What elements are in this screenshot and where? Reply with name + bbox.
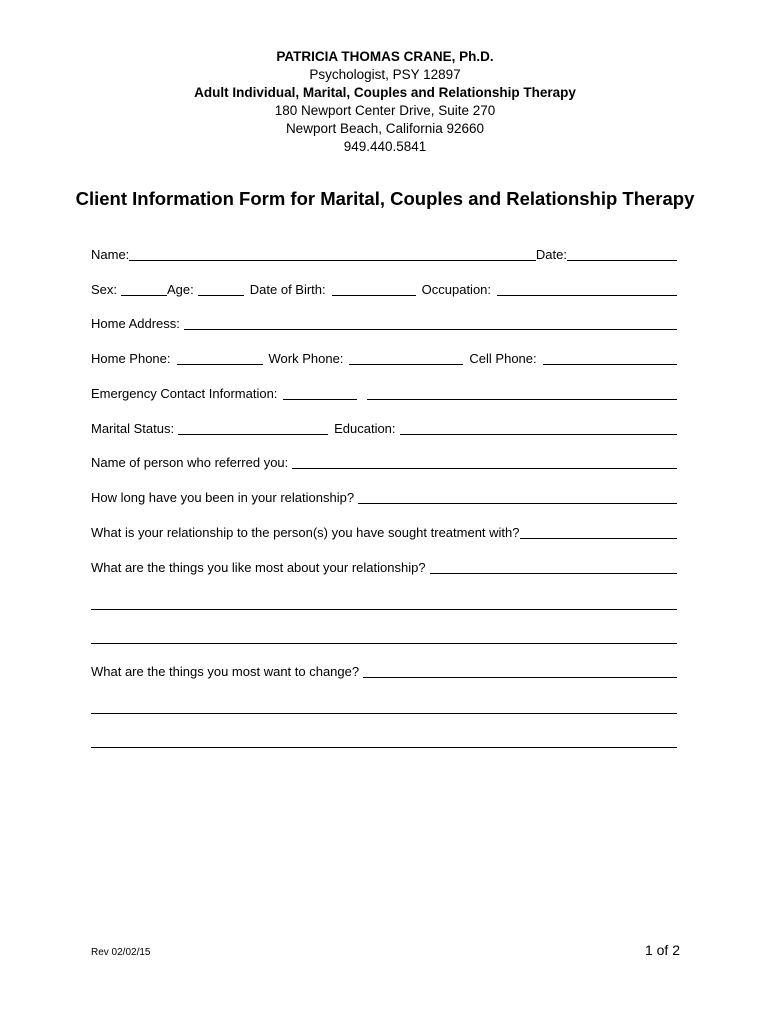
address-line-2: Newport Beach, California 92660 xyxy=(285,121,485,136)
letterhead xyxy=(0,48,770,156)
name-field[interactable] xyxy=(129,259,536,261)
how-long-label: How long have you been in your relationship? xyxy=(91,490,355,505)
want-change-line-3[interactable] xyxy=(91,747,677,748)
row-relationship-to xyxy=(91,523,677,543)
education-label: Education: xyxy=(334,421,396,436)
revision-label: Rev 02/02/15 xyxy=(91,947,151,958)
form-title: Client Information Form for Marital, Couples and Relationship Therapy xyxy=(75,188,695,209)
home-phone-label: Home Phone: xyxy=(91,351,171,366)
home-address-label: Home Address: xyxy=(91,316,180,331)
want-change-label: What are the things you most want to change? xyxy=(91,664,360,679)
phone-line: 949.440.5841 xyxy=(343,139,427,154)
marital-status-label: Marital Status: xyxy=(91,421,175,436)
marital-status-field[interactable] xyxy=(178,433,328,435)
page-number: 1 of 2 xyxy=(644,942,680,958)
like-most-line-2[interactable] xyxy=(91,609,677,610)
row-want-change xyxy=(91,662,677,682)
practitioner-name: PATRICIA THOMAS CRANE, Ph.D. xyxy=(276,49,494,64)
cell-phone-field[interactable] xyxy=(543,363,677,365)
work-phone-label: Work Phone: xyxy=(268,351,344,366)
row-referred xyxy=(91,453,677,473)
home-phone-field[interactable] xyxy=(177,363,263,365)
name-label: Name: xyxy=(91,247,130,262)
occupation-label: Occupation: xyxy=(421,282,492,297)
like-most-line-3[interactable] xyxy=(91,643,677,644)
row-name-date xyxy=(91,245,677,265)
home-address-field[interactable] xyxy=(184,328,677,330)
referred-label: Name of person who referred you: xyxy=(91,455,289,470)
date-field[interactable] xyxy=(567,259,677,261)
specialty-line: Adult Individual, Marital, Couples and Relationship Therapy xyxy=(194,85,576,100)
referred-field[interactable] xyxy=(292,467,677,469)
dob-label: Date of Birth: xyxy=(249,282,326,297)
sex-field[interactable] xyxy=(121,294,167,296)
row-phones xyxy=(91,349,677,369)
license-line: Psychologist, PSY 12897 xyxy=(309,67,461,82)
emergency-contact-field[interactable] xyxy=(367,398,677,400)
age-field[interactable] xyxy=(198,294,244,296)
cell-phone-label: Cell Phone: xyxy=(469,351,537,366)
education-field[interactable] xyxy=(400,433,677,435)
row-how-long xyxy=(91,488,677,508)
emergency-name-field[interactable] xyxy=(283,398,357,400)
relationship-to-field[interactable] xyxy=(520,537,678,539)
row-home-address xyxy=(91,314,677,334)
like-most-label: What are the things you like most about your relationship? xyxy=(91,560,426,575)
address-line-1: 180 Newport Center Drive, Suite 270 xyxy=(274,103,496,118)
row-emergency xyxy=(91,384,677,404)
row-demographics xyxy=(91,280,677,300)
work-phone-field[interactable] xyxy=(349,363,463,365)
want-change-field[interactable] xyxy=(363,676,677,678)
how-long-field[interactable] xyxy=(358,502,677,504)
date-label: Date: xyxy=(535,247,567,262)
row-marital-education xyxy=(91,419,677,439)
occupation-field[interactable] xyxy=(497,294,677,296)
like-most-field[interactable] xyxy=(430,572,677,574)
row-like-most xyxy=(91,558,677,578)
age-label: Age: xyxy=(167,282,194,297)
sex-label: Sex: xyxy=(91,282,118,297)
dob-field[interactable] xyxy=(332,294,416,296)
want-change-line-2[interactable] xyxy=(91,713,677,714)
relationship-to-label: What is your relationship to the person(s) you have sought treatment with? xyxy=(91,525,520,540)
emergency-label: Emergency Contact Information: xyxy=(91,386,278,401)
